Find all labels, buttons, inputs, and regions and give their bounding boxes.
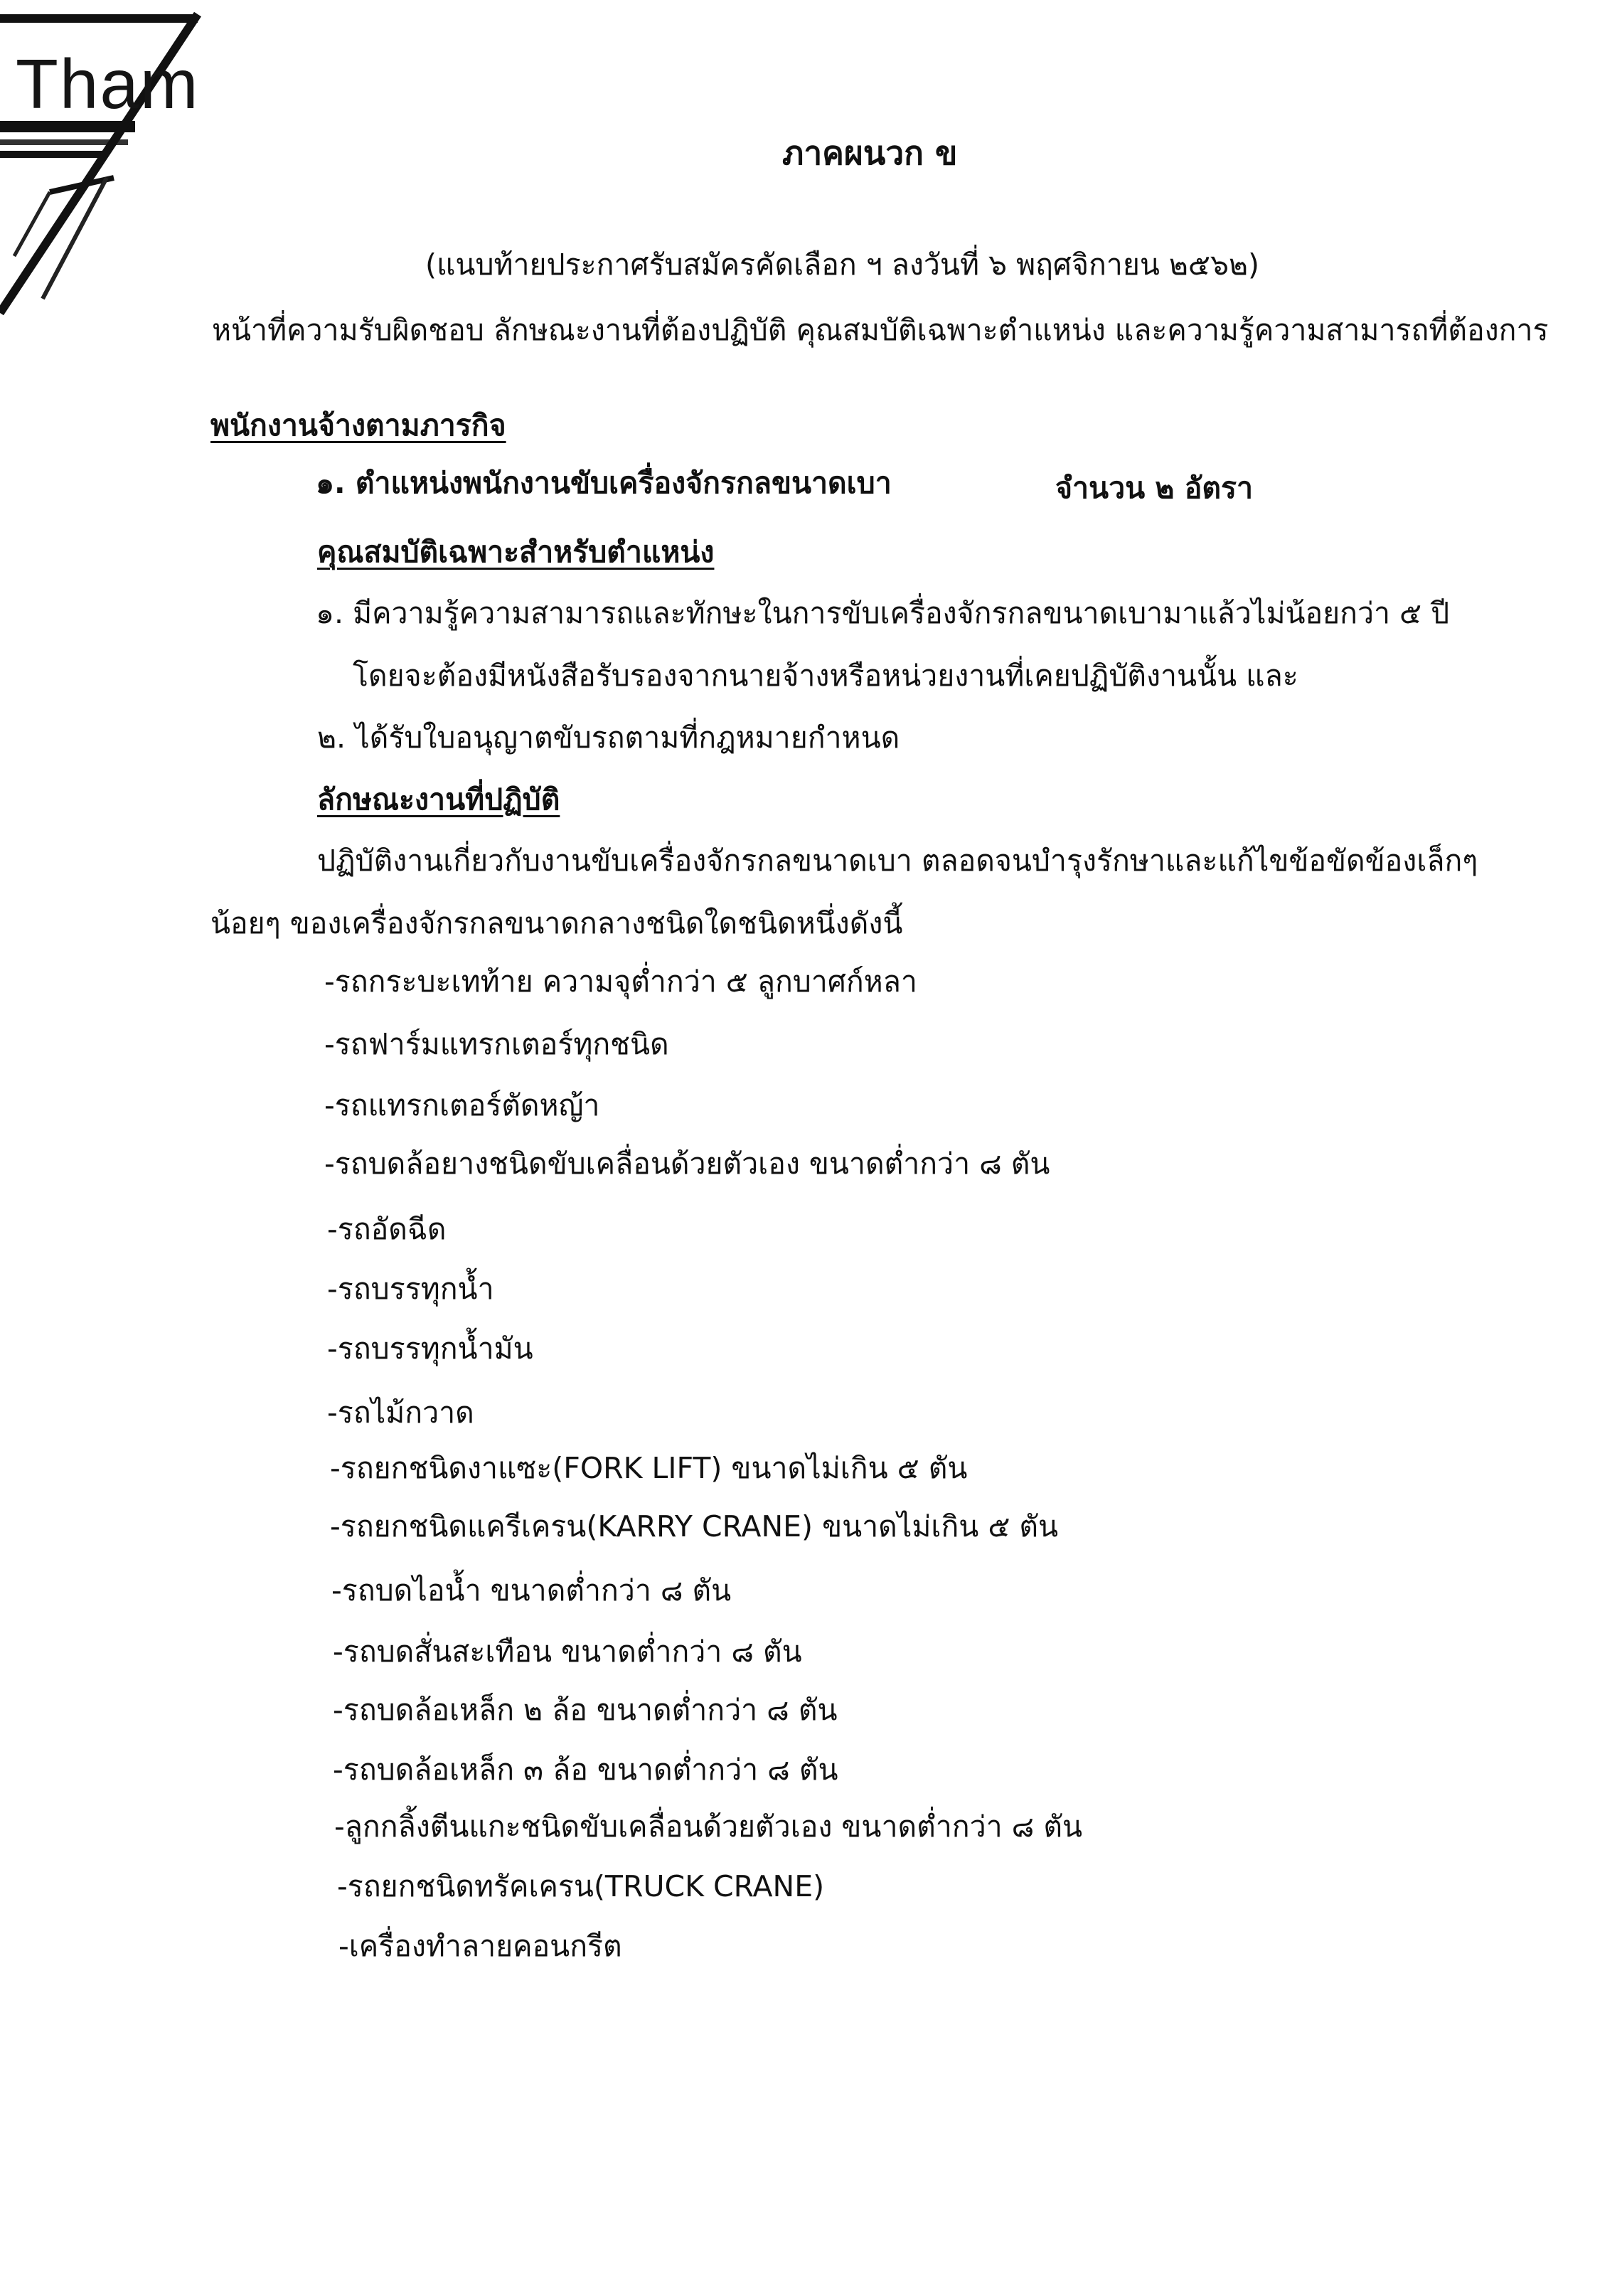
duties-paragraph-line: ปฏิบัติงานเกี่ยวกับงานขับเครื่องจักรกลขนาดเบา ตลอดจนบำรุงรักษาและแก้ไขข้อขัดข้องเล็กๆ [317, 844, 1478, 878]
machinery-list-item: -รถบดล้อยางชนิดขับเคลื่อนด้วยตัวเอง ขนาดต่ำกว่า ๘ ตัน [324, 1147, 1050, 1181]
corner-logo-text: Tham [16, 45, 200, 123]
position-count: จำนวน ๒ อัตรา [1055, 471, 1253, 505]
machinery-list-item: -รถฟาร์มแทรกเตอร์ทุกชนิด [324, 1027, 669, 1061]
machinery-list-item: -รถบรรทุกน้ำมัน [327, 1332, 533, 1366]
machinery-list-item: -รถไม้กวาด [327, 1396, 474, 1430]
qualification-item: ๒. ได้รับใบอนุญาตขับรถตามที่กฎหมายกำหนด [317, 721, 900, 755]
machinery-list-item: -รถยกชนิดงาแซะ(FORK LIFT) ขนาดไม่เกิน ๕ ตัน [330, 1451, 968, 1485]
position-title: ๑. ตำแหน่งพนักงานขับเครื่องจักรกลขนาดเบา [316, 466, 892, 500]
machinery-list-item: -รถบดล้อเหล็ก ๒ ล้อ ขนาดต่ำกว่า ๘ ตัน [333, 1693, 838, 1727]
duties-heading: ลักษณะงานที่ปฏิบัติ [317, 782, 560, 817]
machinery-list-item: -รถบดสั่นสะเทือน ขนาดต่ำกว่า ๘ ตัน [333, 1635, 802, 1669]
machinery-list-item: -รถยกชนิดทรัคเครน(TRUCK CRANE) [337, 1869, 825, 1903]
section-heading: พนักงานจ้างตามภารกิจ [210, 408, 506, 442]
machinery-list-item: -รถบรรทุกน้ำ [327, 1272, 494, 1306]
machinery-list-item: -รถแทรกเตอร์ตัดหญ้า [324, 1088, 600, 1122]
machinery-list-item: -ลูกกลิ้งตีนแกะชนิดขับเคลื่อนด้วยตัวเอง ขนาดต่ำกว่า ๘ ตัน [334, 1809, 1082, 1844]
machinery-list-item: -รถกระบะเทท้าย ความจุต่ำกว่า ๕ ลูกบาศก์หลา [324, 964, 917, 999]
qualification-item: ๑. มีความรู้ความสามารถและทักษะในการขับเครื่องจักรกลขนาดเบามาแล้วไม่น้อยกว่า ๕ ปี [316, 596, 1450, 630]
machinery-list-item: -รถบดไอน้ำ ขนาดต่ำกว่า ๘ ตัน [331, 1573, 732, 1607]
qualification-item: โดยจะต้องมีหนังสือรับรองจากนายจ้างหรือหน่วยงานที่เคยปฏิบัติงานนั้น และ [353, 659, 1298, 693]
machinery-list-item: -รถอัดฉีด [327, 1212, 447, 1246]
machinery-list-item: -รถบดล้อเหล็ก ๓ ล้อ ขนาดต่ำกว่า ๘ ตัน [333, 1753, 838, 1787]
page-subtitle: (แนบท้ายประกาศรับสมัครคัดเลือก ฯ ลงวันที่ ๖ พฤศจิกายน ๒๕๖๒) [425, 248, 1260, 282]
page-description: หน้าที่ความรับผิดชอบ ลักษณะงานที่ต้องปฏิบัติ คุณสมบัติเฉพาะตำแหน่ง และความรู้ความสามารถที่ต้องการ [212, 313, 1549, 347]
machinery-list-item: -เครื่องทำลายคอนกรีต [338, 1929, 622, 1963]
duties-paragraph-line: น้อยๆ ของเครื่องจักรกลขนาดกลางชนิดใดชนิดหนึ่งดังนี้ [210, 906, 903, 940]
machinery-list-item: -รถยกชนิดแครีเครน(KARRY CRANE) ขนาดไม่เกิน ๕ ตัน [330, 1509, 1059, 1543]
qualifications-heading: คุณสมบัติเฉพาะสำหรับตำแหน่ง [317, 535, 715, 569]
page-title: ภาคผนวก ข [782, 134, 958, 172]
